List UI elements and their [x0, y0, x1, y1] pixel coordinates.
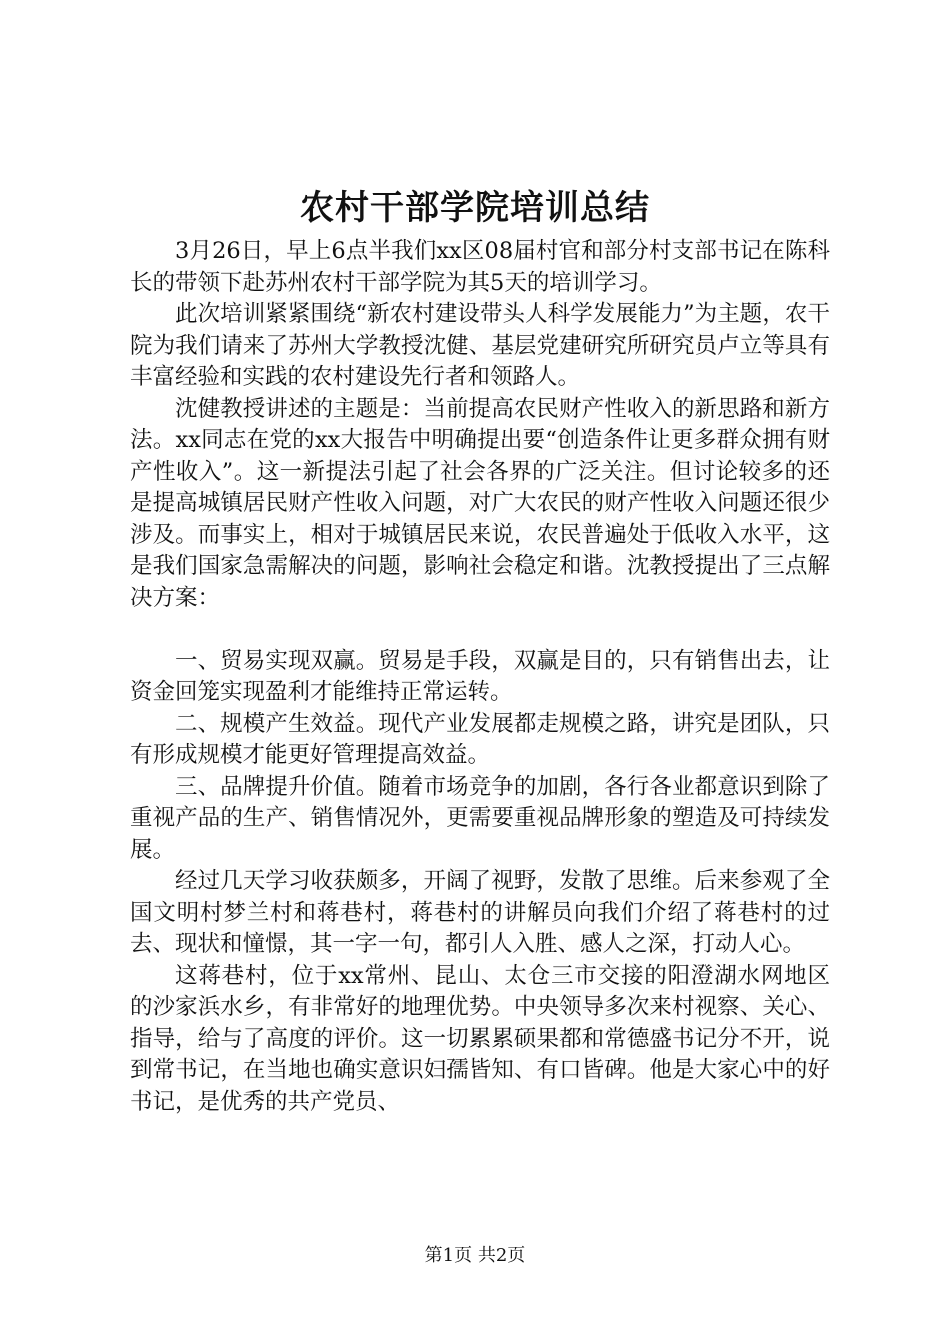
paragraph: 这蒋巷村，位于xx常州、昆山、太仓三市交接的阳澄湖水网地区的沙家浜水乡，有非常好的地理优势。中央领导多次来村视察、关心、指导，给与了高度的评价。这一切累累硕果都和常德盛书记分不开，说到常书记，在当地也确实意识妇孺皆知、有口皆碑。他是大家心中的好书记，是优秀的共产党员、 [130, 962, 830, 1115]
page-number-footer: 第1页 共2页 [424, 1245, 526, 1266]
paragraph: 沈健教授讲述的主题是：当前提高农民财产性收入的新思路和新方法。xx同志在党的xx大报告中明确提出要“创造条件让更多群众拥有财产性收入”。这一新提法引起了社会各界的广泛关注。但讨论较多的还是提高城镇居民财产性收入问题，对广大农民的财产性收入问题还很少涉及。而事实上，相对于城镇居民来说，农民普遍处于低收入水平，这是我们国家急需解决的问题，影响社会稳定和谐。沈教授提出了三点解决方案： [130, 395, 830, 611]
paragraph: 此次培训紧紧围绕“新农村建设带头人科学发展能力”为主题，农干院为我们请来了苏州大学教授沈健、基层党建研究所研究员卢立等具有丰富经验和实践的农村建设先行者和领路人。 [130, 301, 830, 390]
paragraph: 三、品牌提升价值。随着市场竞争的加剧，各行各业都意识到除了重视产品的生产、销售情况外，更需要重视品牌形象的塑造及可持续发展。 [130, 773, 830, 863]
document-body [130, 236, 830, 1118]
paragraph: 一、贸易实现双赢。贸易是手段，双赢是目的，只有销售出去，让资金回笼实现盈利才能维持正常运转。 [130, 647, 830, 705]
paragraph: 3月26日，早上6点半我们xx区08届村官和部分村支部书记在陈科长的带领下赴苏州农村干部学院为其5天的培训学习。 [130, 238, 830, 296]
document-title: 农村干部学院培训总结 [300, 188, 650, 228]
paragraph: 二、规模产生效益。现代产业发展都走规模之路，讲究是团队，只有形成规模才能更好管理提高效益。 [130, 710, 830, 768]
paragraph: 经过几天学习收获颇多，开阔了视野，发散了思维。后来参观了全国文明村梦兰村和蒋巷村，蒋巷村的讲解员向我们介绍了蒋巷村的过去、现状和憧憬，其一字一句，都引人入胜、感人之深，打动人心。 [130, 868, 830, 957]
